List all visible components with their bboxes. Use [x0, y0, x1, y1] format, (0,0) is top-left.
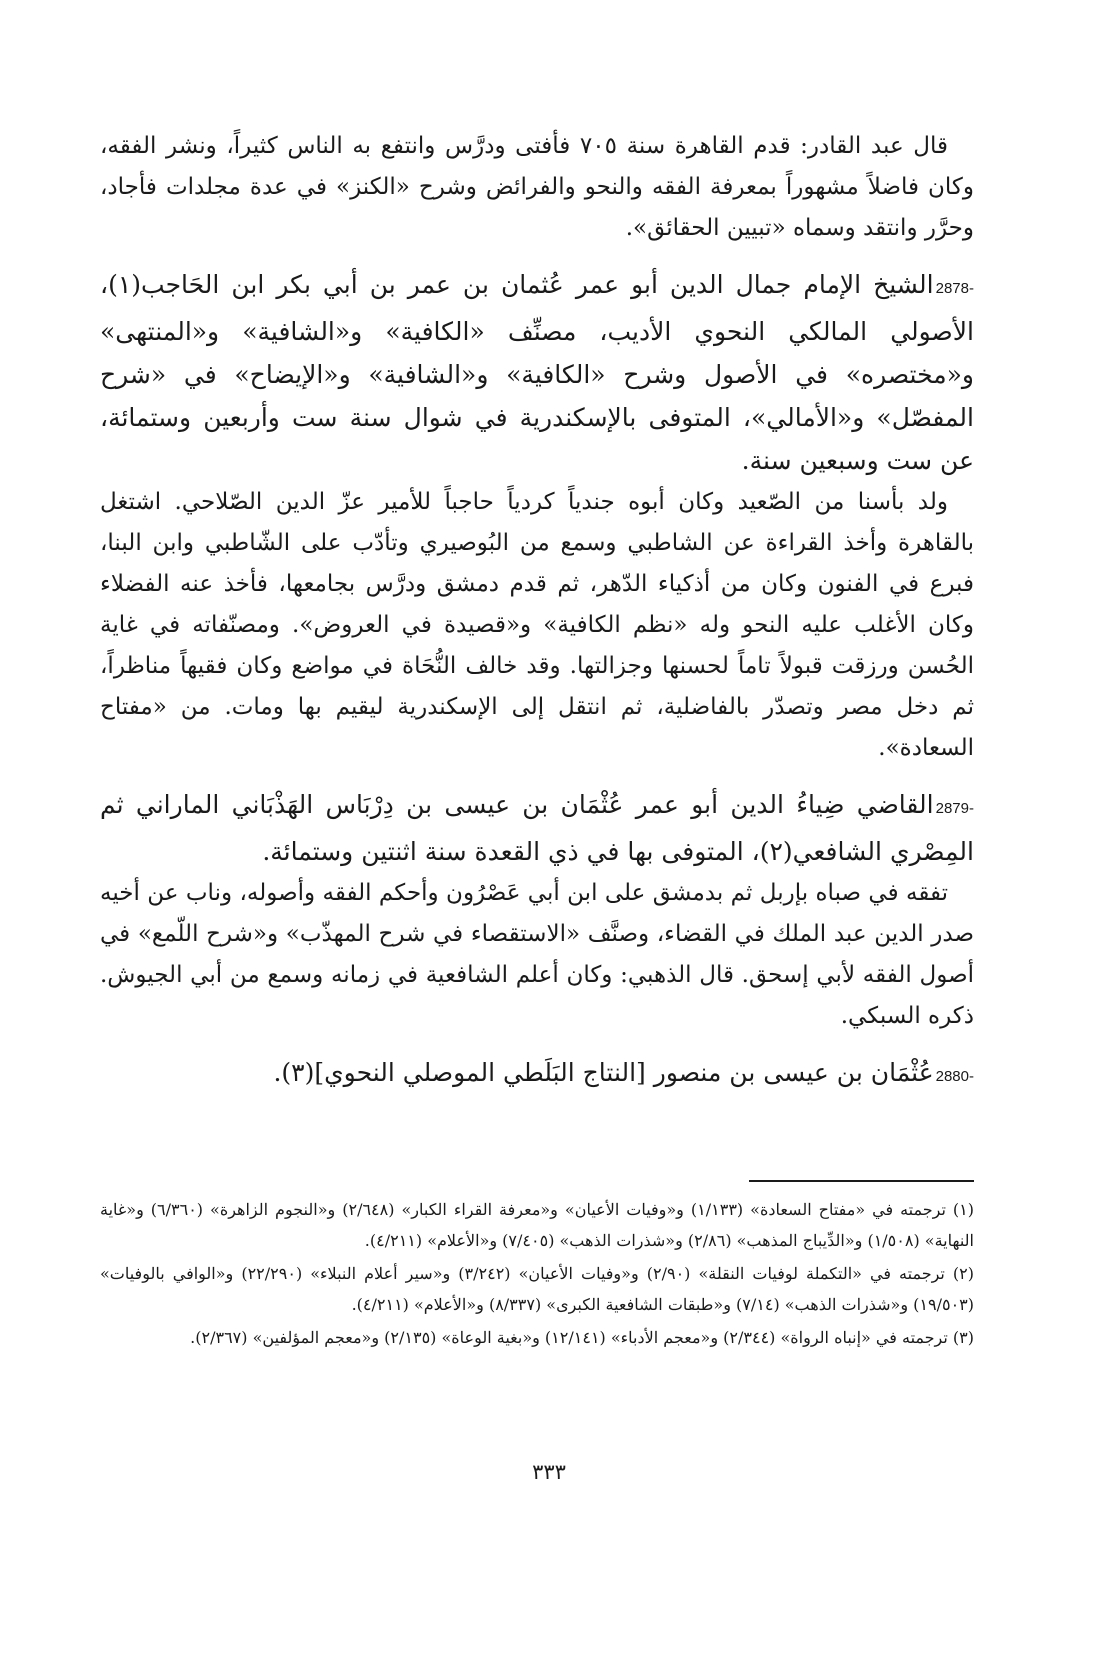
entry-heading: [100, 1051, 974, 1098]
entry-heading-text: عُثْمَان بن عيسى بن منصور [النتاج البَلَطي الموصلي النحوي](٣).: [273, 1058, 934, 1087]
page-number: ٣٣٣: [532, 1460, 566, 1484]
main-text: [100, 126, 974, 1098]
entry-number: 2878-: [935, 280, 974, 297]
entry-number: 2879-: [935, 800, 974, 817]
entry-2878: [100, 263, 974, 769]
entry-body: ولد بأسنا من الصّعيد وكان أبوه جندياً كردياً حاجباً للأمير عزّ الدين الصّلاحي. اشتغل بالقاهرة وأخذ القراءة عن الشاطبي وسمع من البُوصيري وتأدّب على الشّاطبي وابن البنا، فبرع في الفنون وكان من أذكياء الدّهر، ثم قدم دمشق ودرَّس بجامعها، فأخذ عنه الفضلاء وكان الأغلب عليه النحو وله «نظم الكافية» و«قصيدة في العروض». ومصنّفاته في غاية الحُسن ورزقت قبولاً تاماً لحسنها وجزالتها. وقد خالف النُّحَاة في مواضع وكان فقيهاً مناظراً، ثم دخل مصر وتصدّر بالفاضلية، ثم انتقل إلى الإسكندرية ليقيم بها ومات. من «مفتاح السعادة».: [100, 489, 974, 761]
footnotes: [100, 1194, 974, 1355]
entry-body: تفقه في صباه بإربل ثم بدمشق على ابن أبي عَصْرُون وأحكم الفقه وأصوله، وناب عن أخيه صدر الدين عبد الملك في القضاء، وصنَّف «الاستقصاء في شرح المهذّب» و«شرح اللّمع» في أصول الفقه لأبي إسحق. قال الذهبي: وكان أعلم الشافعية في زمانه وسمع من أبي الجيوش. ذكره السبكي.: [100, 880, 974, 1029]
entry-2879: [100, 783, 974, 1037]
footnote-3: (٣) ترجمته في «إنباه الرواة» (٢/٣٤٤) و«معجم الأدباء» (١٢/١٤١) و«بغية الوعاة» (٢/١٣٥) و«معجم المؤلفين» (٢/٣٦٧).: [190, 1328, 974, 1347]
footnote-2: (٢) ترجمته في «التكملة لوفيات النقلة» (٢/٩٠) و«وفيات الأعيان» (٣/٢٤٢) و«سير أعلام النبلاء» (٢٢/٢٩٠) و«الوافي بالوفيات» (١٩/٥٠٣) و«شذرات الذهب» (٧/١٤) و«طبقات الشافعية الكبرى» (٨/٣٣٧) و«الأعلام» (٤/٢١١).: [100, 1264, 975, 1314]
intro-paragraph: قال عبد القادر: قدم القاهرة سنة ٧٠٥ فأفتى ودرَّس وانتفع به الناس كثيراً، ونشر الفقه، وكان فاضلاً مشهوراً بمعرفة الفقه والنحو والفرائض وشرح «الكنز» في عدة مجلدات فأجاد، وحرَّر وانتقد وسماه «تبيين الحقائق».: [100, 133, 974, 241]
entry-heading: [100, 263, 974, 482]
entry-number: 2880-: [935, 1068, 974, 1085]
entry-heading: [100, 783, 974, 873]
footnote-divider: [749, 1180, 974, 1182]
entry-heading-text: الشيخ الإمام جمال الدين أبو عمر عُثمان بن عمر بن أبي بكر ابن الحَاجب(١)، الأصولي المالكي النحوي الأديب، مصنِّف «الكافية» و«الشافية» و«المنتهى» و«مختصره» في الأصول وشرح «الكافية» و«الشافية» و«الإيضاح» في «شرح المفصّل» و«الأمالي»، المتوفى بالإسكندرية في شوال سنة ست وأربعين وستمائة، عن ست وسبعين سنة.: [100, 270, 974, 475]
entry-2880: [100, 1051, 974, 1098]
footnote-1: (١) ترجمته في «مفتاح السعادة» (١/١٣٣) و«وفيات الأعيان» و«معرفة القراء الكبار» (٢/٦٤٨) و«النجوم الزاهرة» (٦/٣٦٠) و«غاية النهاية» (١/٥٠٨) و«الدِّيباج المذهب» (٢/٨٦) و«شذرات الذهب» (٧/٤٠٥) و«الأعلام» (٤/٢١١).: [100, 1200, 975, 1250]
entry-heading-text: القاضي ضِياءُ الدين أبو عمر عُثْمَان بن عيسى بن دِرْبَاس الهَذْبَاني الماراني ثم المِصْري الشافعي(٢)، المتوفى بها في ذي القعدة سنة اثنتين وستمائة.: [100, 790, 974, 866]
